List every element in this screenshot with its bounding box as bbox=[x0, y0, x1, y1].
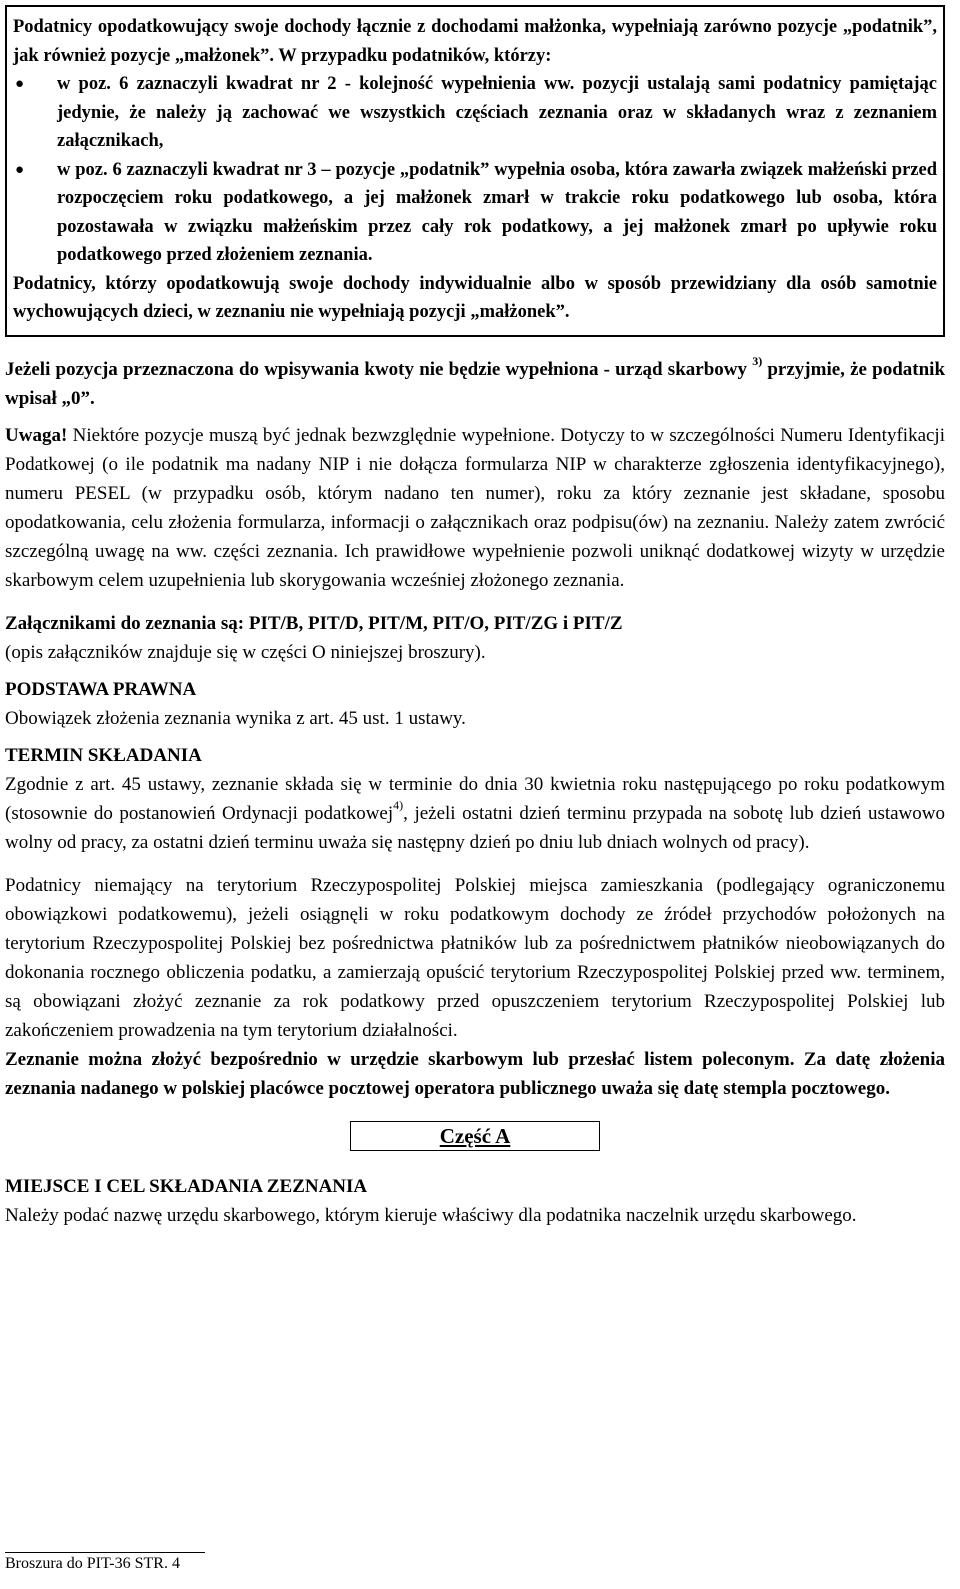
bullet-icon: ● bbox=[15, 76, 25, 92]
box-bullet-item: ● w poz. 6 zaznaczyli kwadrat nr 2 - kolejność wypełnienia ww. pozycji ustalają sami podatnicy pamiętając jedynie, że należy ją zachować we wszystkich częściach zeznania oraz w składanych wraz z zeznaniem załącznikach, bbox=[57, 70, 937, 156]
attachments-paragraph: Załącznikami do zeznania są: PIT/B, PIT/D, PIT/M, PIT/O, PIT/ZG i PIT/Z (opis załączników znajduje się w części O niniejszej broszury). bbox=[5, 612, 623, 663]
box-bullet-list bbox=[13, 70, 937, 270]
deadline-text: Zgodnie z art. 45 ustawy, zeznanie składa się w terminie do dnia 30 kwietnia roku następującego po roku podatkowym (stosownie do postanowień Ordynacji podatkowej$^{4)}$, jeżeli ostatni dzień terminu przypada na sobotę lub dzień ustawowo wolny od pracy, za ostatni dzień terminu uważa się następny dzień po dniu lub dniach wolnych od pracy). bbox=[5, 773, 945, 853]
nonresidents-text: Podatnicy niemający na terytorium Rzeczypospolitej Polskiej miejsca zamieszkania (podlegający ograniczonemu obowiązkowi podatkowemu), jeżeli osiągnęli w roku podatkowym dochody ze źródeł przychodów położonych na terytorium Rzeczypospolitej Polskiej bez pośrednictwa płatników lub za pośrednictwem płatników nieobowiązanych do dokonania rocznego obliczenia podatku, a zamierzają opuścić terytorium Rzeczypospolitej Polskiej przed ww. terminem, są obowiązani złożyć zeznanie za rok podatkowy przed opuszczeniem terytorium Rzeczypospolitej Polskiej lub zakończeniem prowadzenia na tym terytorium działalności. bbox=[5, 874, 945, 1041]
warning-paragraph: Uwaga! Niektóre pozycje muszą być jednak bezwzględnie wypełnione. Dotyczy to w szczególności Numeru Identyfikacji Podatkowej (o ile podatnik ma nadany NIP i nie dołącza formularza NIP w charakterze zgłoszenia identyfikacyjnego), numeru PESEL (w przypadku osób, którym nadano ten numer), roku za który zeznanie jest składane, sposobu opodatkowania, celu złożenia formularza, informacji o załącznikach oraz podpisu(ów) na zeznaniu. Należy zatem zwrócić szczególną uwagę na ww. części zeznania. Ich prawidłowe wypełnienie pozwoli uniknąć dodatkowej wizyty w urzędzie skarbowym celem uzupełnienia lub skorygowania wcześniej złożonego zeznania. bbox=[5, 424, 945, 591]
legal-basis-heading: PODSTAWA PRAWNA bbox=[5, 678, 197, 700]
deadline-heading: TERMIN SKŁADANIA bbox=[5, 744, 202, 766]
bullet-icon: ● bbox=[15, 161, 25, 178]
box-bullet-item: ● w poz. 6 zaznaczyli kwadrat nr 3 – pozycje „podatnik” wypełnia osoba, która zawarła związek małżeński przed rozpoczęciem roku podatkowego, a jej małżonek zmarł w trakcie roku podatkowego lub osoba, która pozostawała w związku małżeńskim przez cały rok podatkowy, a jej małżonek zmarł po upływie roku podatkowego przed złożeniem zeznania. bbox=[57, 156, 937, 270]
document-page bbox=[5, 0, 945, 1230]
place-heading: MIEJSCE I CEL SKŁADANIA ZEZNANIA bbox=[5, 1175, 368, 1197]
place-text: Należy podać nazwę urzędu skarbowego, którym kieruje właściwy dla podatnika naczelnik urzędu skarbowego. bbox=[5, 1204, 857, 1226]
part-a-wrap bbox=[5, 1121, 945, 1152]
part-a-title-box: Część A bbox=[350, 1121, 600, 1151]
footnote-ref: 3) bbox=[752, 354, 763, 369]
submission-note: Zeznanie można złożyć bezpośrednio w urzędzie skarbowym lub przesłać listem poleconym. Za datę złożenia zeznania nadanego w polskiej placówce pocztowej operatora publicznego uważa się datę stempla pocztowego. bbox=[5, 1048, 945, 1099]
warning-label: Uwaga! bbox=[5, 424, 68, 446]
page-footer: Broszura do PIT-36 STR. 4 bbox=[5, 1552, 205, 1574]
box-intro: Podatnicy opodatkowujący swoje dochody łącznie z dochodami małżonka, wypełniają zarówno pozycje „podatnik”, jak również pozycje „małżonek”. W przypadku podatników, którzy: bbox=[13, 17, 937, 66]
footnote-ref: 4) bbox=[393, 798, 404, 813]
legal-basis-text: Obowiązek złożenia zeznania wynika z art. 45 ust. 1 ustawy. bbox=[5, 707, 466, 729]
box-outro: Podatnicy, którzy opodatkowują swoje dochody indywidualnie albo w sposób przewidziany dla osób samotnie wychowujących dzieci, w zeznaniu nie wypełniają pozycji „małżonek”. bbox=[13, 273, 937, 322]
note-zero-value: Jeżeli pozycja przeznaczona do wpisywania kwoty nie będzie wypełniona - urząd skarbowy $^{3)}$ przyjmie, że podatnik wpisał „0”. bbox=[5, 354, 946, 409]
spouse-info-box bbox=[5, 5, 945, 337]
